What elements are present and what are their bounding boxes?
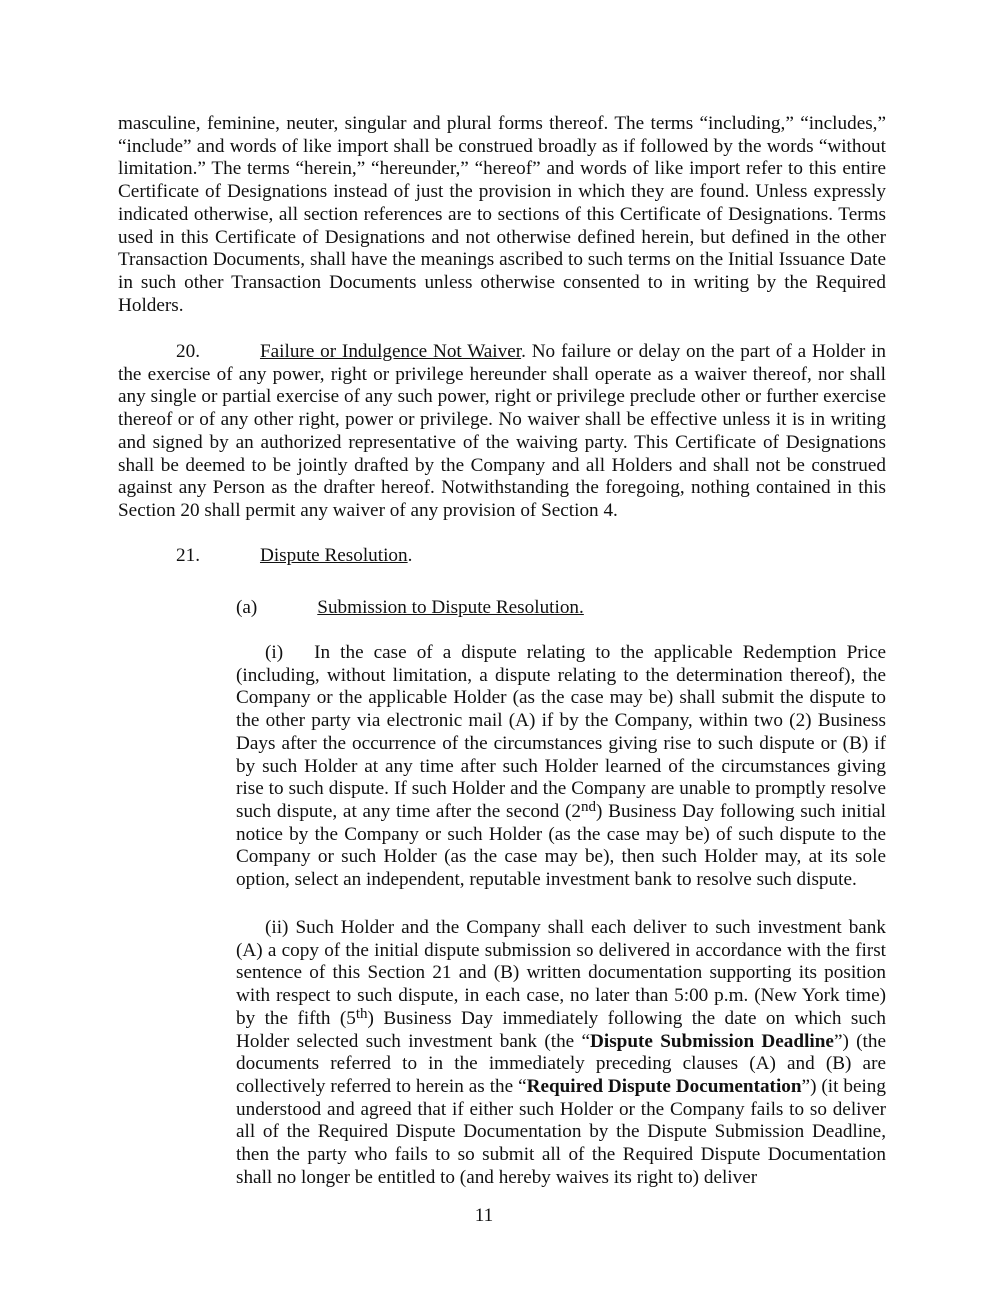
clause-i-ordinal-suffix: nd — [581, 798, 597, 815]
clause-ii-paragraph — [236, 917, 886, 1189]
intro-text: masculine, feminine, neuter, singular and plural forms thereof. The terms “including,” “includes,” “include” and words of like import shall be construed broadly as if followed by the words “without limitation.” The terms “herein,” “hereunder,” “hereof” and words of like import refer to this entire Certificate of Designations instead of just the provision in which they are found. Unless expressly indicated otherwise, all section references are to sections of this Certificate of Designations. Terms used in this Certificate of Designations and not otherwise defined herein, but defined in the other Transaction Documents, shall have the meanings ascribed to such terms on the Initial Issuance Date in such other Transaction Documents unless otherwise consented to in writing by the Required Holders. — [118, 113, 886, 316]
section-20-number: 20. — [176, 341, 200, 362]
clause-i-paragraph — [236, 642, 886, 892]
clause-ii-number: (ii) — [265, 917, 289, 938]
clause-ii-ordinal-suffix: th — [355, 1005, 368, 1022]
section-21-number: 21. — [176, 545, 200, 566]
section-20-heading-punct: . — [521, 341, 526, 362]
intro-paragraph — [118, 113, 886, 317]
clause-ii-text-2: ) Business Day immediately following the date on which such Holder selected such investment bank (the “ — [236, 1007, 886, 1052]
section-21-heading-punct: . — [407, 545, 413, 566]
section-20-heading: Failure or Indulgence Not Waiver — [259, 341, 522, 362]
section-21-heading: Dispute Resolution — [259, 545, 408, 566]
section-21-heading-line — [176, 545, 576, 568]
clause-i-number: (i) — [265, 642, 284, 663]
subsection-a-heading: Submission to Dispute Resolution. — [317, 597, 584, 618]
section-20-paragraph — [118, 341, 886, 523]
subsection-a-number: (a) — [236, 597, 258, 618]
clause-i-text-1: In the case of a dispute relating to the applicable Redemption Price (including, without limitation, a dispute relating to the determination thereof), the Company or the applicable Holder (as the case may be) shall submit the dispute to the other party via electronic mail (A) if by the Company, within two (2) Business Days after the occurrence of the circumstances giving rise to such dispute or (B) if by such Holder at any time after such Holder learned of the circumstances giving rise to such dispute. If such Holder and the Company are unable to promptly resolve such dispute, at any time after the second (2 — [236, 642, 886, 822]
subsection-a-heading-line — [236, 597, 636, 620]
clause-i-text-2: ) Business Day following such initial notice by the Company or such Holder (as the case may be) of such dispute to the Company or such Holder (as the case may be), then such Holder may, at its sole option, select an independent, reputable investment bank to resolve such dispute. — [236, 800, 886, 891]
defined-term-dispute-submission-deadline: Dispute Submission Deadline — [590, 1030, 834, 1052]
clause-ii-text-4: ”) (it being understood and agreed that if either such Holder or the Company fails to so deliver all of the Required Dispute Documentation by the Dispute Submission Deadline, then the party who fails to so submit all of the Required Dispute Documentation shall no longer be entitled to (and hereby waives its right to) deliver — [236, 1075, 886, 1188]
section-20-text: No failure or delay on the part of a Holder in the exercise of any power, right or privilege hereunder shall operate as a waiver thereof, nor shall any single or partial exercise of any such power, right or privilege preclude other or further exercise thereof or of any other right, power or privilege. No waiver shall be effective unless it is in writing and signed by an authorized representative of the waiving party. This Certificate of Designations shall be deemed to be jointly drafted by the Company and all Holders and shall not be construed against any Person as the drafter hereof. Notwithstanding the foregoing, nothing contained in this Section 20 shall permit any waiver of any provision of Section 4. — [118, 341, 886, 521]
page-number: 11 — [474, 1205, 494, 1226]
clause-ii-text-1: Such Holder and the Company shall each deliver to such investment bank (A) a copy of the initial dispute submission so delivered in accordance with the first sentence of this Section 21 and (B) written documentation supporting its position with respect to such dispute, in each case, no later than 5:00 p.m. (New York time) by the fifth (5 — [236, 917, 886, 1029]
clause-ii-text-3: ”) (the documents referred to in the immediately preceding clauses (A) and (B) are collectively referred to herein as the “ — [236, 1030, 886, 1097]
defined-term-required-dispute-documentation: Required Dispute Documentation — [526, 1075, 802, 1097]
